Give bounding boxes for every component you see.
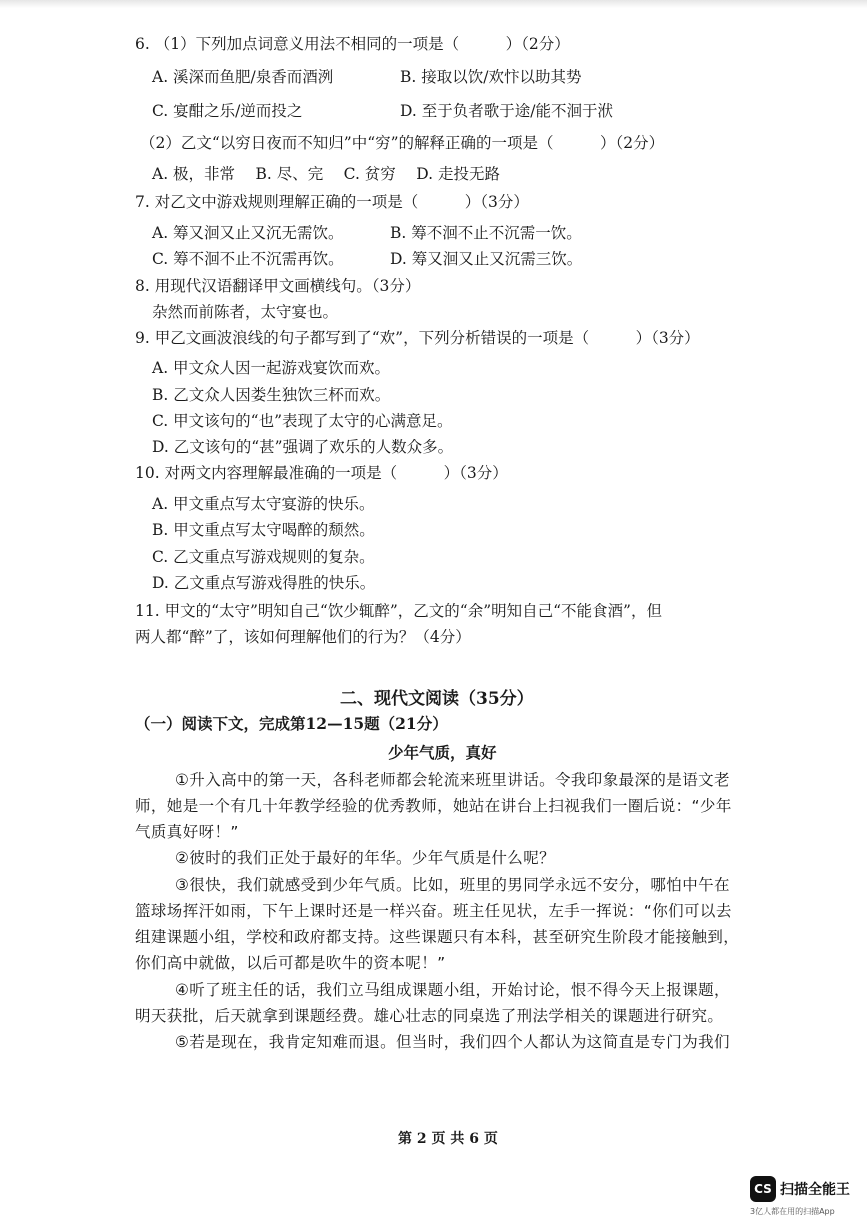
- page-footer: 第 2 页 共 6 页: [398, 1131, 498, 1147]
- section-subheading: （一）阅读下文，完成第12—15题（21分）: [135, 714, 448, 733]
- question-11-cont: 两人都“醉”了，该如何理解他们的行为？（4分）: [135, 628, 471, 646]
- question-9: 9. 甲乙文画波浪线的句子都写到了“欢”，下列分析错误的一项是（ ）（3分）: [135, 329, 700, 347]
- question-8: 8. 用现代汉语翻译甲文画横线句。（3分）: [135, 277, 421, 295]
- option-7c: C. 筹不洄不止不沉需再饮。: [152, 250, 344, 268]
- question-11: 11. 甲文的“太守”明知自己“饮少辄醉”，乙文的“余”明知自己“不能食酒”，但: [135, 602, 662, 620]
- scanner-watermark: [750, 1176, 860, 1222]
- option-10d: D. 乙文重点写游戏得胜的快乐。: [152, 574, 376, 592]
- watermark-name: 扫描全能王: [780, 1182, 850, 1198]
- passage-line: 你们高中就做，以后可都是吹牛的资本呢！”: [135, 954, 446, 972]
- passage-line: 组建课题小组，学校和政府都支持。这些课题只有本科，甚至研究生阶段才能接触到，: [135, 928, 740, 946]
- option-10b: B. 甲文重点写太守喝醉的颓然。: [152, 521, 375, 539]
- passage-line: 篮球场挥汗如雨，下午上课时还是一样兴奋。班主任见状，左手一挥说：“你们可以去: [135, 902, 732, 920]
- passage-line: ④听了班主任的话，我们立马组成课题小组，开始讨论，恨不得今天上报课题，: [175, 981, 730, 999]
- scan-edge: [0, 0, 867, 8]
- option-6c: C. 宴酣之乐/逆而投之: [152, 102, 303, 120]
- question-8-sentence: 杂然而前陈者，太守宴也。: [152, 303, 339, 321]
- option-6a: A. 溪深而鱼肥/泉香而酒洌: [152, 68, 334, 86]
- option-10a: A. 甲文重点写太守宴游的快乐。: [152, 495, 375, 513]
- options-6-2: A. 极，非常 B. 尽、完 C. 贫穷 D. 走投无路: [152, 165, 500, 183]
- option-9b: B. 乙文众人因娄生独饮三杯而欢。: [152, 386, 391, 404]
- option-6b: B. 接取以饮/欢忭以助其势: [400, 68, 582, 86]
- question-6-2: （2）乙文“以穷日夜而不知归”中“穷”的解释正确的一项是（ ）（2分）: [140, 134, 665, 152]
- option-7b: B. 筹不洄不止不沉需一饮。: [390, 224, 582, 242]
- passage-line: ⑤若是现在，我肯定知难而退。但当时，我们四个人都认为这简直是专门为我们: [175, 1033, 730, 1051]
- passage-line: 明天获批，后天就拿到课题经费。雄心壮志的同桌选了刑法学相关的课题进行研究。: [135, 1007, 724, 1025]
- option-6d: D. 至于负者歌于途/能不洄于洑: [400, 102, 613, 120]
- passage-line: 气质真好呀！”: [135, 823, 239, 841]
- option-9c: C. 甲文该句的“也”表现了太守的心满意足。: [152, 412, 453, 430]
- option-9d: D. 乙文该句的“甚”强调了欢乐的人数众多。: [152, 438, 454, 456]
- passage-line: 师，她是一个有几十年教学经验的优秀教师，她站在讲台上扫视我们一圈后说：“少年: [135, 797, 732, 815]
- option-7d: D. 筹又洄又止又沉需三饮。: [390, 250, 583, 268]
- watermark-tagline: 3亿人都在用的扫描App: [750, 1207, 835, 1216]
- question-10: 10. 对两文内容理解最准确的一项是（ ）（3分）: [135, 464, 508, 482]
- option-7a: A. 筹又洄又止又沉无需饮。: [152, 224, 344, 242]
- passage-line: ③很快，我们就感受到少年气质。比如，班里的男同学永远不安分，哪怕中午在: [175, 876, 730, 894]
- passage-line: ①升入高中的第一天，各科老师都会轮流来班里讲话。令我印象最深的是语文老: [175, 771, 730, 789]
- option-9a: A. 甲文众人因一起游戏宴饮而欢。: [152, 359, 391, 377]
- camscanner-logo-icon: CS: [750, 1176, 776, 1202]
- question-7: 7. 对乙文中游戏规则理解正确的一项是（ ）（3分）: [135, 193, 529, 211]
- passage-title: 少年气质，真好: [388, 743, 497, 762]
- option-10c: C. 乙文重点写游戏规则的复杂。: [152, 548, 375, 566]
- passage-line: ②彼时的我们正处于最好的年华。少年气质是什么呢？: [175, 849, 555, 867]
- section-heading: 二、现代文阅读（35分）: [340, 689, 534, 709]
- question-6-1: 6. （1）下列加点词意义用法不相同的一项是（ ）（2分）: [135, 35, 570, 53]
